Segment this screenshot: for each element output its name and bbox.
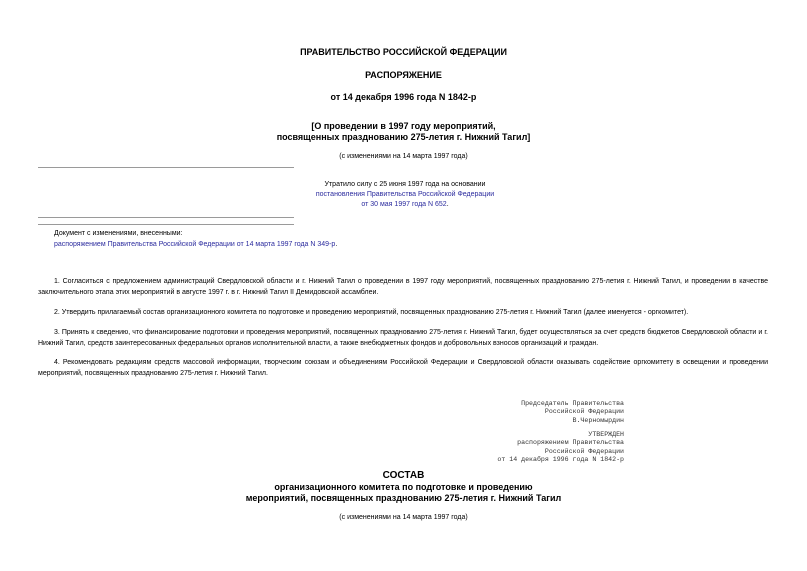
approval-line: Российской Федерации [544, 447, 624, 455]
approval-block [460, 431, 624, 464]
repeal-decree-link-2[interactable]: от 30 мая 1997 года N 652 [361, 201, 447, 208]
divider [38, 217, 294, 218]
signature-line: Российской Федерации [544, 408, 624, 416]
divider [38, 224, 294, 225]
paragraph-3: 3. Принять к сведению, что финансирование подготовки и проведения мероприятий, посвященных празднованию 275-летия г. Нижний Тагил, будет осуществляться за счет средств бюджетов Свердловской области и г. Нижний Тагил, средств заинтересованных федеральных органов исполнительной власти, а также внебюджетных фондов и добровольных взносов организаций и граждан. [38, 329, 768, 347]
composition-subtitle-1: организационного комитета по подготовке и проведению [274, 482, 533, 492]
paragraph-2: 2. Утвердить прилагаемый состав организационного комитета по подготовке и проведению мероприятий, посвященных празднованию 275-летия г. Нижний Тагил (далее именуется - оргкомитет). [54, 309, 689, 316]
period: . [446, 201, 449, 208]
repeal-decree-link-1[interactable]: постановления Правительства Российской Федерации [315, 191, 495, 198]
approval-line: от 14 декабря 1996 года N 1842-р [497, 455, 624, 463]
approval-line: УТВЕРЖДЕН [588, 431, 624, 438]
government-heading: ПРАВИТЕЛЬСТВО РОССИЙСКОЙ ФЕДЕРАЦИИ [300, 47, 507, 57]
signature-block [460, 400, 624, 425]
document-date: от 14 декабря 1996 года N 1842-р [330, 92, 477, 102]
amendments-label: Документ с изменениями, внесенными: [54, 230, 183, 237]
composition-title: СОСТАВ [382, 470, 425, 481]
amendment-decree-link[interactable]: распоряжением Правительства Российской Федерации от 14 марта 1997 года N 349-р [54, 241, 336, 248]
document-type: РАСПОРЯЖЕНИЕ [365, 70, 442, 80]
signature-line: Председатель Правительства [521, 400, 624, 407]
approval-line: распоряжением Правительства [517, 439, 624, 447]
divider [38, 167, 294, 168]
document-title-line-2: посвященных празднованию 275-летия г. Нижний Тагил] [276, 132, 531, 142]
signature-name: В.Черномырдин [572, 416, 624, 424]
paragraph-1: 1. Согласиться с предложением администраций Свердловской области и г. Нижний Тагил о проведении в 1997 году мероприятий, посвященных празднованию 275-летия г. Нижний Тагил, и проведении в качестве заключительного этапа этих мероприятий в августе 1997 г. в г. Нижний Тагил II Демидовской ассамблеи. [38, 278, 768, 296]
period: . [335, 241, 338, 248]
repeal-note: Утратило силу с 25 июня 1997 года на основании [324, 181, 486, 188]
status-box [260, 180, 550, 210]
composition-subtitle-2: мероприятий, посвященных празднованию 275-летия г. Нижний Тагил [245, 493, 562, 503]
changes-note: (с изменениями на 14 марта 1997 года) [339, 153, 468, 160]
amendments-block [54, 228, 337, 250]
paragraph-4: 4. Рекомендовать редакциям средств массовой информации, творческим союзам и объединениям Российской Федерации и Свердловской области оказывать содействие оргкомитету в освещении и проведении мероприятий, посвященных празднованию 275-летия г. Нижний Тагил. [38, 359, 768, 377]
document-title-line-1: [О проведении в 1997 году мероприятий, [311, 121, 496, 131]
composition-changes-note: (с изменениями на 14 марта 1997 года) [339, 514, 468, 521]
